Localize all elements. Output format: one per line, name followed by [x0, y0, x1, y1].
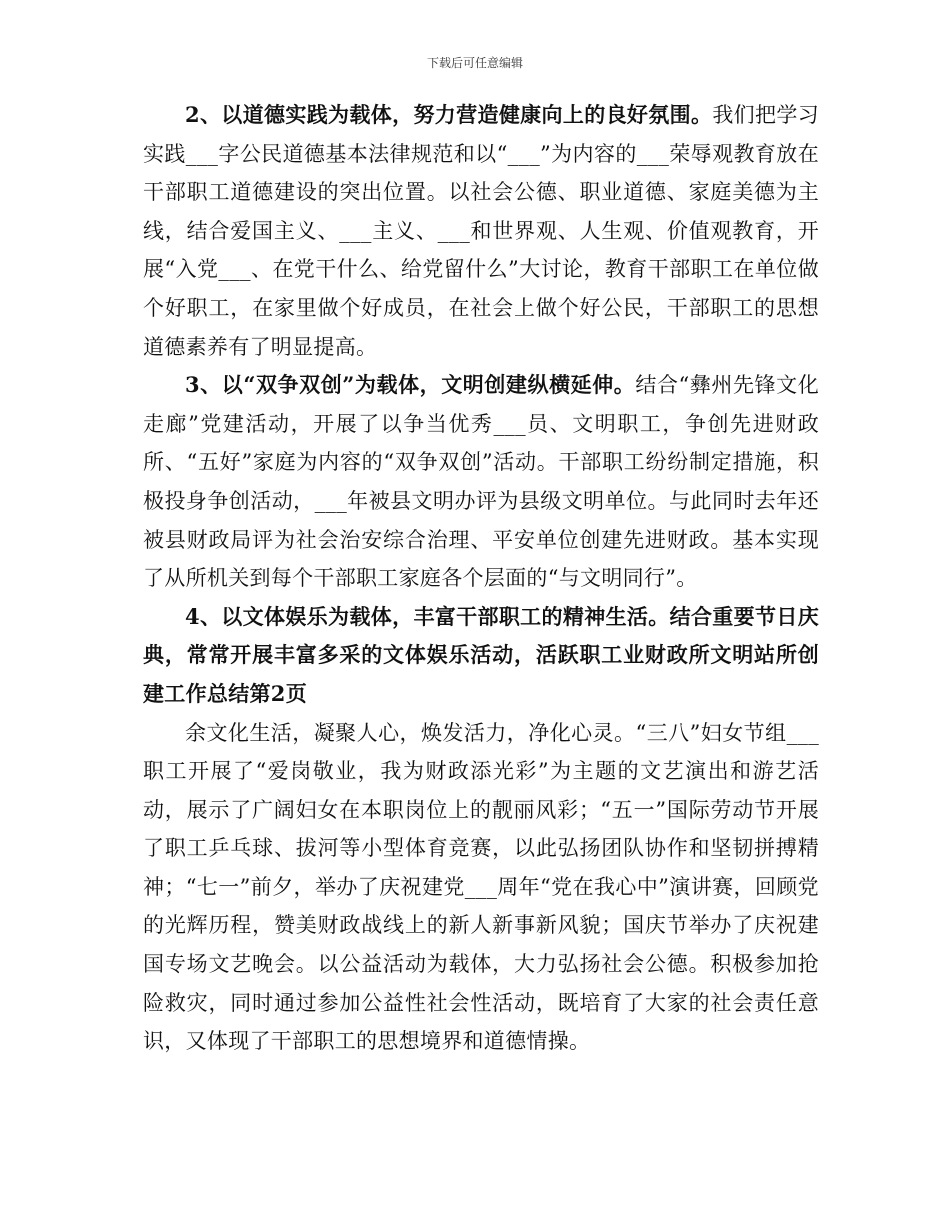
document-body: [143, 96, 819, 1061]
paragraph-2-heading: 2、以道德实践为载体，努力营造健康向上的良好氛围。: [185, 102, 713, 127]
page-header: 下载后可任意编辑: [426, 56, 523, 70]
paragraph-4-body: 余文化生活，凝聚人心，焕发活力，净化心灵。“三八”妇女节组___职工开展了“爱岗敬业，我为财政添光彩”为主题的文艺演出和游艺活动，展示了广阔妇女在本职岗位上的靓丽风彩；“五一”国际劳动节开展了职工乒乓球、拔河等小型体育竞赛，以此弘扬团队协作和坚韧拼搏精神；“七一”前夕，举办了庆祝建党___周年“党在我心中”演讲赛，回顾党的光辉历程，赞美财政战线上的新人新事新风貌；国庆节举办了庆祝建国专场文艺晚会。以公益活动为载体，大力弘扬社会公德。积极参加抢险救灾，同时通过参加公益性社会性活动，既培育了大家的社会责任意识，又体现了干部职工的思想境界和道德情操。: [143, 720, 819, 1054]
paragraph-4-heading: 4、以文体娱乐为载体，丰富干部职工的精神生活。结合重要节日庆典，常常开展丰富多采的文体娱乐活动，活跃职工业财政所文明站所创建工作总结第2页: [143, 603, 819, 706]
paragraph-2: [143, 96, 819, 366]
paragraph-3-heading: 3、以“双争双创”为载体，文明创建纵横延伸。: [185, 372, 636, 398]
paragraph-3-body: 结合“彝州先锋文化走廊”党建活动，开展了以争当优秀___员、文明职工，争创先进财政所、“五好”家庭为内容的“双争双创”活动。干部职工纷纷制定措施，积极投身争创活动，___年被县文明办评为县级文明单位。与此同时去年还被县财政局评为社会治安综合治理、平安单位创建先进财政。基本实现了从所机关到每个干部职工家庭各个层面的“与文明同行”。: [143, 373, 819, 591]
paragraph-2-body: 我们把学习实践___字公民道德基本法律规范和以“___”为内容的___荣辱观教育放在干部职工道德建设的突出位置。以社会公德、职业道德、家庭美德为主线，结合爱国主义、___主义、___和世界观、人生观、价值观教育，开展“入党___、在党干什么、给党留什么”大讨论，教育干部职工在单位做个好职工，在家里做个好成员，在社会上做个好公民，干部职工的思想道德素养有了明显提高。: [143, 103, 820, 359]
paragraph-3: [143, 366, 819, 598]
